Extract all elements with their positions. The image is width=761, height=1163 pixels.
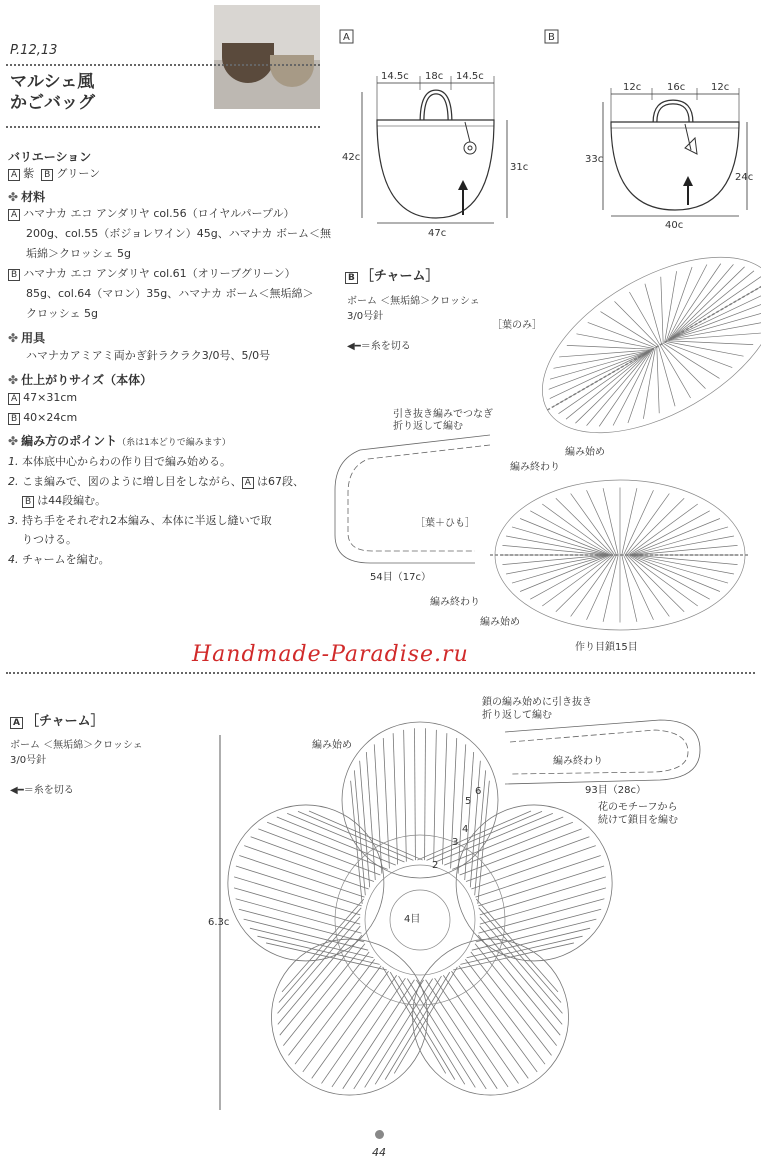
stitch-mark [603,488,618,555]
stitch-mark [478,866,604,906]
stitch-mark [303,966,381,1072]
page-title-line2: かごバッグ [10,93,95,113]
stitch-mark [343,980,415,1089]
round-label: 4 [462,824,469,835]
round-label: 2 [432,860,439,871]
stitch-mark [628,555,698,606]
stitch-mark [244,919,368,950]
label-center-count: 4目 [404,914,421,925]
stitch-mark [628,504,698,555]
dim-a-height-body: 31c [510,162,529,173]
size-a: A 47×31cm [8,391,333,405]
charm-b-yarn: ボーム ＜無垢綿＞クロッシェ [347,296,480,307]
label-slip-note-2: 折り返して編む [393,421,463,432]
stitch-mark [365,979,433,1088]
stitch-mark [234,877,360,915]
tools-heading: ✤ 用具 [8,331,46,345]
stitch-mark [234,888,360,924]
materials-b-3: クロッシェ 5g [26,307,99,320]
round-label: 5 [465,796,472,807]
stitch-mark [414,728,415,860]
label-chain-count: 54目（17c） [370,572,431,583]
point-2-cont: B は44段編む。 [22,494,333,508]
round-label: 6 [475,786,482,797]
stitch-mark [434,730,437,862]
stitch-mark [472,919,596,950]
stitch-mark [288,952,369,1055]
charm-a-title: A ［チャーム］ [10,715,104,729]
label-end-2: 編み終わり [430,597,480,608]
flower-bullet-icon: ✤ [8,373,19,387]
stitch-mark [657,347,659,413]
stitch-mark [587,555,617,620]
stitch-mark [426,980,498,1089]
stitch-mark [665,271,677,342]
charm-b-cut-note: ◀━＝糸を切る [347,341,411,352]
flower-bullet-icon: ✤ [8,331,19,345]
stitch-mark [459,966,537,1072]
charm-a-chart [200,690,720,1140]
stitch-mark [278,926,360,1024]
materials-b-2: 85g、col.64（マロン）35g、ハマナカ ボーム＜無垢綿＞ [26,287,314,300]
page-title: マルシェ風 [10,72,95,92]
charm-b-chart [330,245,760,655]
point-3: 3. 持ち手をそれぞれ2本編み、本体に半返し縫いで取 [8,514,272,527]
stitch-mark [542,555,612,606]
label-chain-note-2: 折り返して編む [482,710,552,721]
stitch-mark [624,555,654,620]
dim-b-width: 40c [665,220,684,231]
stitch-mark [622,555,637,622]
dim-a-height-total: 42c [342,152,361,163]
stitch-mark [478,935,560,1035]
stitch-mark [393,733,397,864]
stitch-mark [542,504,612,555]
cut-arrow-icon: ◀━ [10,785,24,796]
stitch-mark [629,292,660,345]
label-leaf-string: ［葉＋ひも］ [415,518,475,529]
materials-a: A ハマナカ エコ アンダリヤ col.56（ロイヤルパープル） [8,207,333,221]
stitch-mark [465,959,545,1064]
points-heading: ✤ 編み方のポイント（糸は1本どりで編みます） [8,434,231,448]
stitch-mark [643,348,655,419]
label-charm-a-count: 93目（28c） [585,785,646,796]
point-4: 4. チャームを編む。 [8,553,110,566]
section-divider [6,672,755,674]
dim-a-top-right: 14.5c [456,71,484,82]
stitch-mark [435,978,508,1087]
stitch-mark [236,866,362,906]
stitch-mark [480,926,562,1024]
stitch-mark [236,899,362,933]
stitch-mark [624,490,654,555]
stitch-mark [471,952,552,1055]
product-photo [214,5,320,109]
stitch-mark [661,277,663,343]
flower-bullet-icon: ✤ [8,434,19,448]
label-charm-a-start: 編み始め [312,740,352,751]
label-start-1: 編み始め [565,447,605,458]
dim-b-top-mid: 16c [667,82,686,93]
stitch-mark [280,935,362,1035]
stitch-mark [425,728,426,860]
stitch-mark [631,555,720,591]
cut-arrow-icon: ◀━ [347,341,361,352]
stitch-mark [312,971,389,1078]
stitch-mark [660,345,691,398]
charm-b-hook: 3/0号針 [347,311,384,322]
round-label: 3 [452,837,459,848]
panel-label-b: B [548,32,555,43]
tools-line: ハマナカアミアミ両かぎ針ラクラク3/0号、5/0号 [26,349,271,362]
stitch-mark [480,888,606,924]
stitch-mark [588,322,656,347]
size-heading: ✤ 仕上がりサイズ（本体） [8,373,153,387]
point-1: 1. 本体底中心からわの作り目で編み始める。 [8,455,231,468]
stitch-mark [244,846,368,889]
stitch-mark [471,846,595,889]
stitch-mark [520,555,609,591]
variation-heading: バリエーション [8,150,92,164]
stitch-mark [631,519,720,555]
flower-bullet-icon: ✤ [8,190,19,204]
stitch-mark [442,733,446,864]
info-column [8,150,333,567]
stitch-mark [627,498,684,555]
stitch-mark [622,488,637,555]
dim-a-top-mid: 18c [425,71,444,82]
label-leaf-only: ［葉のみ］ [492,320,542,331]
stitch-mark [603,555,618,622]
stitch-mark [394,967,457,1073]
header-divider-bottom [6,126,320,128]
page-number: 44 [372,1146,386,1159]
stitch-mark [451,971,528,1078]
stitch-mark [556,555,613,612]
stitch-mark [520,519,609,555]
stitch-mark [332,978,405,1087]
label-foundation: 作り目鎖15目 [575,642,638,653]
header-divider-top [6,64,320,66]
page-reference: P.12,13 [10,43,58,58]
charm-a-yarn: ボーム ＜無垢綿＞クロッシェ [10,740,143,751]
stitch-mark [480,877,606,915]
label-slip-note-1: 引き抜き編みでつなぎ [393,409,493,420]
stitch-mark [599,350,651,426]
dim-a-top-left: 14.5c [381,71,409,82]
watermark: Handmade-Paradise.ru [192,642,469,667]
dim-b-top-right: 12c [711,82,730,93]
stitch-mark [354,980,424,1089]
stitch-mark [267,822,388,869]
stitch-mark [627,555,684,612]
stitch-mark [665,342,733,367]
point-3-cont: りつける。 [22,533,77,546]
size-b: B 40×24cm [8,411,333,425]
page-circle-icon [375,1130,384,1139]
stitch-mark [479,899,605,933]
stitch-mark [671,283,761,338]
materials-a-2: 200g、col.55（ボジョレワイン）45g、ハマナカ ボーム＜無 [26,227,332,240]
panel-label-a: A [343,32,350,43]
stitch-mark [587,490,617,555]
materials-b: B ハマナカ エコ アンダリヤ col.61（オリーブグリーン） [8,267,333,281]
label-end-1: 編み終わり [510,462,560,473]
charm-b-title: B ［チャーム］ [345,270,439,284]
point-2: 2. こま編みで、図のように増し目をしながら、 A は67段、 [8,475,304,488]
stitch-mark [476,899,558,992]
stitch-mark [404,730,407,862]
stitch-mark [601,312,657,347]
stitch-mark [295,959,375,1064]
stitch-mark [663,343,719,378]
dim-b-top-left: 12c [623,82,642,93]
stitch-mark [671,291,761,338]
materials-a-3: 垢綿＞クロッシェ 5g [26,247,132,260]
materials-heading: ✤ 材料 [8,190,46,204]
dim-b-height-total: 33c [585,154,604,165]
bag-diagram-b [545,30,755,230]
label-cont-2: 続けて鎖目を編む [598,815,678,826]
variation-line: A 紫 B グリーン [8,167,333,181]
dim-b-height-body: 24c [735,172,754,183]
stitch-mark [669,264,721,340]
charm-a-hook: 3/0号針 [10,755,47,766]
label-chain-note-1: 鎖の編み始めに引き抜き [482,697,592,708]
label-charm-a-end: 編み終わり [553,756,603,767]
dim-a-width: 47c [428,228,447,239]
charm-a-cut-note: ◀━＝糸を切る [10,785,74,796]
label-cont-1: 花のモチーフから [598,802,678,813]
stitch-mark [671,301,761,339]
stitch-mark [452,822,573,869]
stitch-mark [416,980,486,1089]
bag-diagram-a [340,30,540,245]
dim-charm-height: 6.3c [208,917,230,928]
stitch-mark [556,498,613,555]
stitch-mark [407,979,475,1088]
label-start-2: 編み始め [480,617,520,628]
